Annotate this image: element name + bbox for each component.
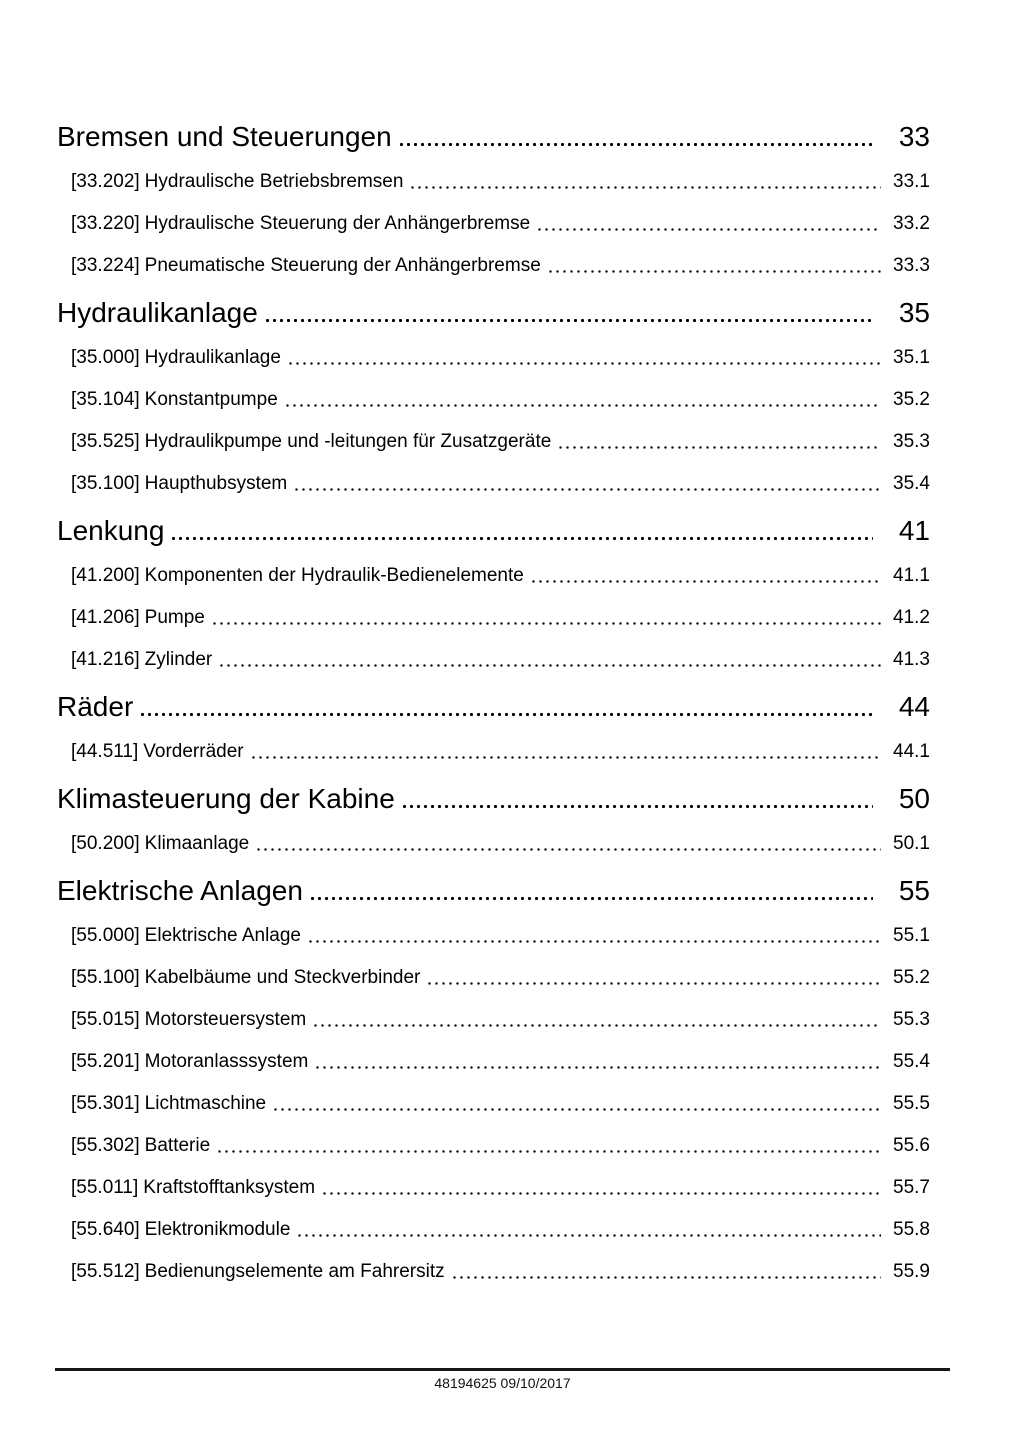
dot-leader xyxy=(451,1259,881,1285)
entry-title: Konstantpumpe xyxy=(144,389,278,410)
toc-entry[interactable] xyxy=(57,965,930,991)
toc-entry[interactable] xyxy=(57,169,930,195)
toc-entry[interactable] xyxy=(57,1091,930,1117)
toc-section-items xyxy=(57,169,930,279)
entry-code: [55.000] xyxy=(71,925,140,946)
section-title: Räder xyxy=(57,691,134,722)
entry-page-number: 50.1 xyxy=(893,833,930,854)
entry-page-number: 35.2 xyxy=(893,389,930,410)
toc-section-items xyxy=(57,831,930,857)
entry-code: [35.100] xyxy=(71,473,140,494)
entry-code: [44.511] xyxy=(71,741,139,762)
toc-entry[interactable] xyxy=(57,345,930,371)
dot-leader xyxy=(314,1049,881,1075)
section-title: Elektrische Anlagen xyxy=(57,875,303,906)
entry-page-number: 35.3 xyxy=(893,431,930,452)
entry-page-number: 44.1 xyxy=(893,741,930,762)
entry-title: Komponenten der Hydraulik-Bedienelemente xyxy=(144,565,524,586)
toc-entry[interactable] xyxy=(57,923,930,949)
entry-page-number: 55.1 xyxy=(893,925,930,946)
toc-section-heading[interactable] xyxy=(57,689,930,724)
entry-code: [55.301] xyxy=(71,1093,140,1114)
entry-title: Elektrische Anlage xyxy=(144,925,301,946)
entry-title: Motoranlasssystem xyxy=(144,1051,309,1072)
dot-leader xyxy=(536,211,881,237)
entry-page-number: 41.3 xyxy=(893,649,930,670)
entry-title: Motorsteuersystem xyxy=(144,1009,307,1030)
dot-leader xyxy=(293,471,881,497)
toc-entry[interactable] xyxy=(57,1049,930,1075)
toc-entry[interactable] xyxy=(57,1007,930,1033)
entry-code: [33.224] xyxy=(71,255,140,276)
toc-section xyxy=(57,873,930,1285)
toc-section-heading[interactable] xyxy=(57,119,930,154)
dot-leader xyxy=(296,1217,881,1243)
entry-page-number: 33.2 xyxy=(893,213,930,234)
toc-section-items xyxy=(57,563,930,673)
toc-entry[interactable] xyxy=(57,1259,930,1285)
toc-entry[interactable] xyxy=(57,831,930,857)
toc-entry[interactable] xyxy=(57,563,930,589)
entry-page-number: 55.8 xyxy=(893,1219,930,1240)
section-page-number: 35 xyxy=(898,297,930,328)
section-title: Lenkung xyxy=(57,515,165,546)
entry-title: Hydraulikanlage xyxy=(144,347,281,368)
entry-title: Lichtmaschine xyxy=(144,1093,267,1114)
entry-code: [55.512] xyxy=(71,1261,140,1282)
dot-leader xyxy=(321,1175,881,1201)
section-page-number: 33 xyxy=(898,121,930,152)
dot-leader xyxy=(218,647,881,673)
entry-page-number: 55.6 xyxy=(893,1135,930,1156)
dot-leader xyxy=(272,1091,881,1117)
toc-entry[interactable] xyxy=(57,387,930,413)
dot-leader xyxy=(307,923,881,949)
entry-code: [55.011] xyxy=(71,1177,139,1198)
dot-leader xyxy=(398,119,873,154)
toc-section-items xyxy=(57,345,930,497)
entry-page-number: 55.9 xyxy=(893,1261,930,1282)
section-page-number: 41 xyxy=(898,515,930,546)
entry-code: [35.104] xyxy=(71,389,140,410)
entry-title: Kraftstofftanksystem xyxy=(143,1177,316,1198)
entry-page-number: 41.2 xyxy=(893,607,930,628)
dot-leader xyxy=(211,605,881,631)
entry-page-number: 55.5 xyxy=(893,1093,930,1114)
entry-code: [35.525] xyxy=(71,431,140,452)
toc-section-heading[interactable] xyxy=(57,781,930,816)
entry-code: [41.200] xyxy=(71,565,140,586)
entry-page-number: 41.1 xyxy=(893,565,930,586)
entry-title: Haupthubsystem xyxy=(144,473,288,494)
toc-section xyxy=(57,295,930,497)
entry-title: Elektronikmodule xyxy=(144,1219,291,1240)
entry-page-number: 35.1 xyxy=(893,347,930,368)
footer-text: 48194625 09/10/2017 xyxy=(434,1375,571,1391)
entry-code: [50.200] xyxy=(71,833,140,854)
section-title: Hydraulikanlage xyxy=(57,297,258,328)
dot-leader xyxy=(139,689,873,724)
entry-title: Kabelbäume und Steckverbinder xyxy=(144,967,421,988)
dot-leader xyxy=(255,831,881,857)
entry-title: Hydraulische Steuerung der Anhängerbremse xyxy=(144,213,531,234)
entry-code: [55.201] xyxy=(71,1051,140,1072)
entry-code: [55.302] xyxy=(71,1135,140,1156)
toc-section xyxy=(57,513,930,673)
dot-leader xyxy=(409,169,881,195)
entry-page-number: 55.7 xyxy=(893,1177,930,1198)
section-page-number: 44 xyxy=(898,691,930,722)
dot-leader xyxy=(309,873,873,908)
section-title: Klimasteuerung der Kabine xyxy=(57,783,395,814)
entry-title: Zylinder xyxy=(144,649,213,670)
entry-page-number: 55.3 xyxy=(893,1009,930,1030)
dot-leader xyxy=(287,345,881,371)
toc-section xyxy=(57,689,930,765)
dot-leader xyxy=(557,429,881,455)
toc-entry[interactable] xyxy=(57,253,930,279)
entry-page-number: 33.3 xyxy=(893,255,930,276)
entry-page-number: 35.4 xyxy=(893,473,930,494)
section-title: Bremsen und Steuerungen xyxy=(57,121,392,152)
dot-leader xyxy=(170,513,872,548)
entry-title: Hydraulikpumpe und -leitungen für Zusatzgeräte xyxy=(144,431,552,452)
entry-code: [33.202] xyxy=(71,171,140,192)
entry-title: Pumpe xyxy=(144,607,205,628)
entry-page-number: 55.2 xyxy=(893,967,930,988)
toc-entry[interactable] xyxy=(57,739,930,765)
toc-section xyxy=(57,781,930,857)
dot-leader xyxy=(264,295,873,330)
entry-code: [55.100] xyxy=(71,967,140,988)
entry-title: Hydraulische Betriebsbremsen xyxy=(144,171,404,192)
dot-leader xyxy=(284,387,881,413)
toc-entry[interactable] xyxy=(57,647,930,673)
toc-section xyxy=(57,119,930,279)
toc-entry[interactable] xyxy=(57,605,930,631)
entry-code: [41.206] xyxy=(71,607,140,628)
toc-entry[interactable] xyxy=(57,471,930,497)
entry-title: Pneumatische Steuerung der Anhängerbremse xyxy=(144,255,541,276)
toc-section-items xyxy=(57,923,930,1285)
toc-entry[interactable] xyxy=(57,1217,930,1243)
entry-code: [55.640] xyxy=(71,1219,140,1240)
page-footer xyxy=(55,1368,950,1391)
toc-section-items xyxy=(57,739,930,765)
entry-title: Batterie xyxy=(144,1135,211,1156)
dot-leader xyxy=(547,253,881,279)
toc-entry[interactable] xyxy=(57,1133,930,1159)
dot-leader xyxy=(250,739,881,765)
dot-leader xyxy=(312,1007,881,1033)
section-page-number: 50 xyxy=(898,783,930,814)
entry-code: [35.000] xyxy=(71,347,140,368)
entry-page-number: 55.4 xyxy=(893,1051,930,1072)
entry-code: [41.216] xyxy=(71,649,140,670)
entry-code: [55.015] xyxy=(71,1009,140,1030)
toc-section-heading[interactable] xyxy=(57,873,930,908)
toc-entry[interactable] xyxy=(57,429,930,455)
dot-leader xyxy=(216,1133,881,1159)
toc-entry[interactable] xyxy=(57,1175,930,1201)
entry-title: Bedienungselemente am Fahrersitz xyxy=(144,1261,445,1282)
entry-title: Vorderräder xyxy=(143,741,244,762)
entry-code: [33.220] xyxy=(71,213,140,234)
toc-section-heading[interactable] xyxy=(57,513,930,548)
toc-entry[interactable] xyxy=(57,211,930,237)
section-page-number: 55 xyxy=(898,875,930,906)
toc-section-heading[interactable] xyxy=(57,295,930,330)
dot-leader xyxy=(426,965,881,991)
entry-page-number: 33.1 xyxy=(893,171,930,192)
dot-leader xyxy=(530,563,881,589)
dot-leader xyxy=(401,781,873,816)
entry-title: Klimaanlage xyxy=(144,833,250,854)
